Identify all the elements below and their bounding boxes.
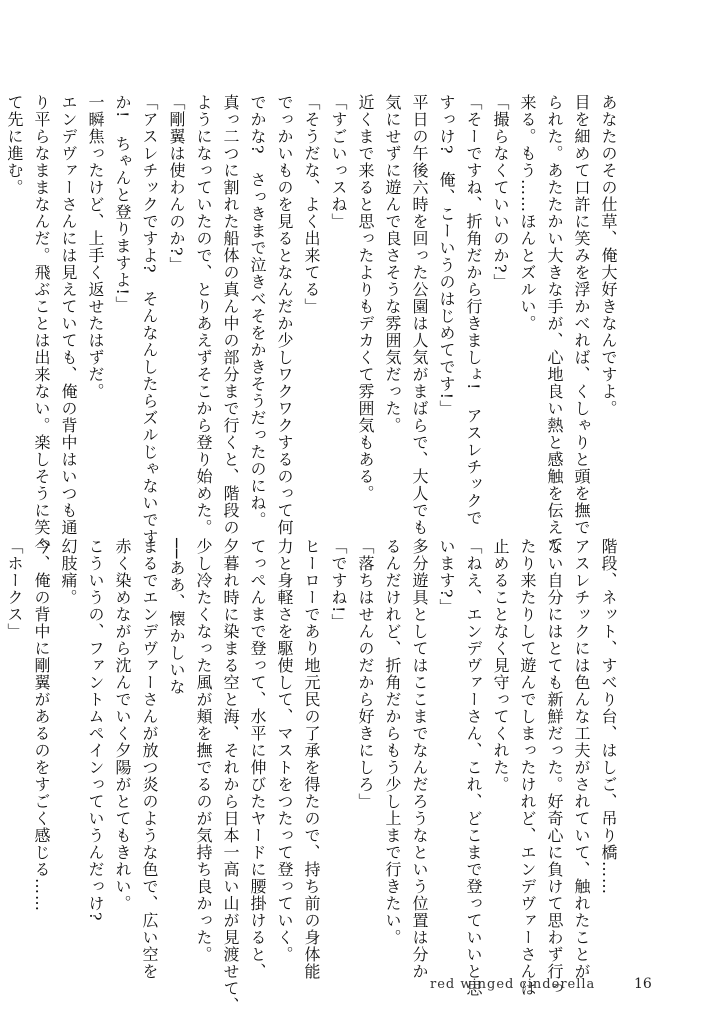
running-footer-title: red winged cinderella <box>430 977 596 992</box>
text-line: 真っ二つに割れた船体の真ん中の部分まで行くと、階段の <box>221 94 240 536</box>
text-line: すっけ? 俺、こーいうのはじめてです!」 <box>437 94 456 418</box>
text-line: たり来たりして遊んでしまったけれど、エンデヴァーさんは <box>518 538 537 997</box>
page-number: 16 <box>634 976 652 992</box>
text-line: エンデヴァーさんには見えていても、俺の背中はいつも通 <box>59 94 78 536</box>
text-line: アスレチックには色んな工夫がされていて、触れたことが <box>572 538 591 980</box>
text-line: こういうの、ファントムペインっていうんだっけ? <box>86 538 105 922</box>
text-line: でかな? さっきまで泣きべそをかきそうだったのにね。 <box>248 94 267 529</box>
text-line: 多分遊具としてはここまでなんだろうなという位置は分か <box>410 538 429 980</box>
text-line: てっぺんまで登って、水平に伸びたヤードに腰掛けると、 <box>248 538 267 980</box>
text-line: 階段、ネット、すべり台、はしご、吊り橋…… <box>599 538 618 895</box>
text-line: 目を細めて口許に笑みを浮かべれば、くしゃりと頭を撫で <box>572 94 591 536</box>
text-line: ──ああ、懐かしいな <box>167 538 186 696</box>
text-line: います?」 <box>437 538 456 616</box>
text-line: まるでエンデヴァーさんが放つ炎のような色で、広い空を <box>140 538 159 980</box>
text-line: 「落ちはせんのだから好きにしろ」 <box>356 538 375 810</box>
text-line: 今、俺の背中に剛翼があるのをすごく感じる…… <box>32 538 51 912</box>
text-line: られた。あたたかい大きな手が、心地良い熱と感触を伝えて <box>545 94 564 553</box>
text-line: ようになっていたので、とりあえずそこから登り始めた。 <box>194 94 213 536</box>
text-line: て先に進む。 <box>5 94 24 196</box>
upper-text-block <box>1 94 622 553</box>
text-line: 「アスレチックですよ? そんなんしたらズルじゃないです <box>140 94 159 546</box>
text-line: 「撮らなくていいのか?」 <box>491 94 510 291</box>
text-line: 「すごいっスね」 <box>329 94 348 230</box>
text-line: 来る。もう……ほんとズルい。 <box>518 94 537 332</box>
text-line: 少し冷たくなった風が頬を撫でるのが気持ち良かった。 <box>194 538 213 963</box>
text-line: でっかいものを見るとなんだか少しワクワクするのって何 <box>275 94 294 536</box>
text-line: 近くまで来ると思ったよりもデカくて雰囲気もある。 <box>356 94 375 502</box>
text-line: 平日の午後六時を回った公園は人気がまばらで、大人でも <box>410 94 429 536</box>
text-line: 気にせずに遊んで良さそうな雰囲気だった。 <box>383 94 402 434</box>
text-line: るんだけれど、折角だからもう少し上まで行きたい。 <box>383 538 402 946</box>
text-line: あなたのその仕草、俺大好きなんですよ。 <box>599 94 618 417</box>
text-line: 「ホークス」 <box>5 538 24 640</box>
text-line: 幻肢痛。 <box>59 538 78 606</box>
text-line: 「ですね!」 <box>329 538 348 631</box>
text-line: 一瞬焦ったけど、上手く返せたはずだ。 <box>86 94 105 400</box>
text-line: か! ちゃんと登りますよ!」 <box>113 94 132 313</box>
text-line: 「ねえ、エンデヴァーさん、これ、どこまで登っていいと思 <box>464 538 483 997</box>
text-line: 赤く染めながら沈んでいく夕陽がとてもきれい。 <box>113 538 132 912</box>
text-line: り平らなままなんだ。飛ぶことは出来ない。楽しそうに笑っ <box>32 94 51 553</box>
text-line: 「そーですね、折角だから行きましょ! アスレチックで <box>464 94 483 527</box>
text-line: ヒーローであり地元民の了承を得たので、持ち前の身体能 <box>302 538 321 980</box>
text-line: ない自分にはとても新鮮だった。好奇心に負けて思わず行っ <box>545 538 564 997</box>
text-line: 「そうだな、よく出来てる」 <box>302 94 321 315</box>
text-line: 止めることなく見守ってくれた。 <box>491 538 510 793</box>
text-line: 力と身軽さを駆使して、マストをつたって登っていく。 <box>275 538 294 963</box>
text-line: 夕暮れ時に染まる空と海、それから日本一高い山が見渡せて、 <box>221 538 240 1014</box>
text-line: 「剛翼は使わんのか?」 <box>167 94 186 274</box>
